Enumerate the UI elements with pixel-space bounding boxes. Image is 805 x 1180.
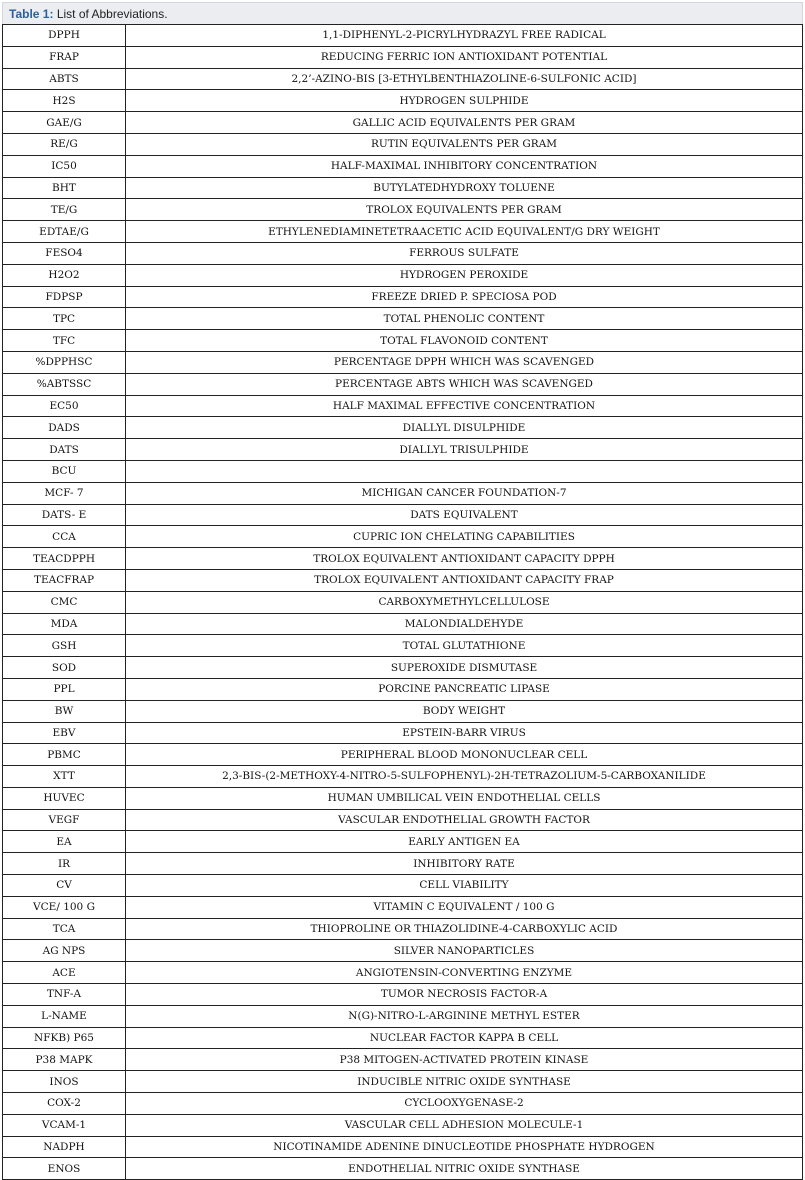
definition-cell: TOTAL PHENOLIC CONTENT bbox=[126, 308, 803, 330]
definition-cell: PORCINE PANCREATIC LIPASE bbox=[126, 678, 803, 700]
table-row bbox=[3, 308, 803, 330]
abbreviation-cell: XTT bbox=[3, 766, 126, 788]
table-row bbox=[3, 613, 803, 635]
abbreviation-cell: BCU bbox=[3, 460, 126, 482]
table-row bbox=[3, 1005, 803, 1027]
abbreviation-cell: P38 MAPK bbox=[3, 1049, 126, 1071]
table-row bbox=[3, 373, 803, 395]
table-row bbox=[3, 395, 803, 417]
definition-cell: ENDOTHELIAL NITRIC OXIDE SYNTHASE bbox=[126, 1158, 803, 1180]
table-row bbox=[3, 1071, 803, 1093]
abbreviation-cell: VEGF bbox=[3, 809, 126, 831]
table-row bbox=[3, 744, 803, 766]
table-row bbox=[3, 918, 803, 940]
abbreviation-cell: IC50 bbox=[3, 155, 126, 177]
abbreviation-cell: NADPH bbox=[3, 1136, 126, 1158]
abbreviation-cell: H2O2 bbox=[3, 264, 126, 286]
table-row bbox=[3, 439, 803, 461]
table-row bbox=[3, 242, 803, 264]
definition-cell: CYCLOOXYGENASE-2 bbox=[126, 1093, 803, 1115]
definition-cell: DIALLYL TRISULPHIDE bbox=[126, 439, 803, 461]
definition-cell: TROLOX EQUIVALENTS PER GRAM bbox=[126, 199, 803, 221]
table-caption-label: Table 1: bbox=[9, 7, 54, 21]
abbreviation-cell: EA bbox=[3, 831, 126, 853]
table-row bbox=[3, 112, 803, 134]
definition-cell: SUPEROXIDE DISMUTASE bbox=[126, 657, 803, 679]
table-row bbox=[3, 875, 803, 897]
definition-cell: TROLOX EQUIVALENT ANTIOXIDANT CAPACITY DPPH bbox=[126, 548, 803, 570]
definition-cell: CARBOXYMETHYLCELLULOSE bbox=[126, 591, 803, 613]
definition-cell: ANGIOTENSIN-CONVERTING ENZYME bbox=[126, 962, 803, 984]
abbreviation-cell: INOS bbox=[3, 1071, 126, 1093]
definition-cell: EPSTEIN-BARR VIRUS bbox=[126, 722, 803, 744]
abbreviations-table-body bbox=[3, 25, 803, 1180]
definition-cell: PERCENTAGE DPPH WHICH WAS SCAVENGED bbox=[126, 351, 803, 373]
definition-cell: FERROUS SULFATE bbox=[126, 242, 803, 264]
abbreviation-cell: VCAM-1 bbox=[3, 1114, 126, 1136]
definition-cell: TOTAL GLUTATHIONE bbox=[126, 635, 803, 657]
table-row bbox=[3, 526, 803, 548]
abbreviation-cell: RE/G bbox=[3, 133, 126, 155]
definition-cell: TROLOX EQUIVALENT ANTIOXIDANT CAPACITY FRAP bbox=[126, 569, 803, 591]
table-row bbox=[3, 460, 803, 482]
table-row bbox=[3, 1158, 803, 1180]
definition-cell: RUTIN EQUIVALENTS PER GRAM bbox=[126, 133, 803, 155]
table-row bbox=[3, 264, 803, 286]
abbreviation-cell: EBV bbox=[3, 722, 126, 744]
definition-cell: TUMOR NECROSIS FACTOR-A bbox=[126, 984, 803, 1006]
definition-cell: DIALLYL DISULPHIDE bbox=[126, 417, 803, 439]
abbreviation-cell: PPL bbox=[3, 678, 126, 700]
abbreviation-cell: ENOS bbox=[3, 1158, 126, 1180]
abbreviation-cell: TPC bbox=[3, 308, 126, 330]
definition-cell: PERCENTAGE ABTS WHICH WAS SCAVENGED bbox=[126, 373, 803, 395]
definition-cell: BUTYLATEDHYDROXY TOLUENE bbox=[126, 177, 803, 199]
table-row bbox=[3, 46, 803, 68]
abbreviation-cell: NFKB) P65 bbox=[3, 1027, 126, 1049]
table-row bbox=[3, 286, 803, 308]
abbreviation-cell: FDPSP bbox=[3, 286, 126, 308]
abbreviation-cell: HUVEC bbox=[3, 787, 126, 809]
table-row bbox=[3, 199, 803, 221]
table-row bbox=[3, 68, 803, 90]
definition-cell: NICOTINAMIDE ADENINE DINUCLEOTIDE PHOSPHATE HYDROGEN bbox=[126, 1136, 803, 1158]
abbreviation-cell: PBMC bbox=[3, 744, 126, 766]
definition-cell: FREEZE DRIED P. SPECIOSA POD bbox=[126, 286, 803, 308]
definition-cell: VASCULAR ENDOTHELIAL GROWTH FACTOR bbox=[126, 809, 803, 831]
abbreviation-cell: EDTAE/G bbox=[3, 221, 126, 243]
abbreviation-cell: AG NPS bbox=[3, 940, 126, 962]
definition-cell: VITAMIN C EQUIVALENT / 100 G bbox=[126, 896, 803, 918]
table-row bbox=[3, 896, 803, 918]
abbreviations-table bbox=[2, 24, 803, 1180]
abbreviation-cell: FRAP bbox=[3, 46, 126, 68]
table-row bbox=[3, 548, 803, 570]
table-row bbox=[3, 1049, 803, 1071]
abbreviation-cell: DATS bbox=[3, 439, 126, 461]
definition-cell: INHIBITORY RATE bbox=[126, 853, 803, 875]
abbreviation-cell: SOD bbox=[3, 657, 126, 679]
abbreviation-cell: TCA bbox=[3, 918, 126, 940]
abbreviation-cell: H2S bbox=[3, 90, 126, 112]
definition-cell: N(G)-NITRO-L-ARGININE METHYL ESTER bbox=[126, 1005, 803, 1027]
table-row bbox=[3, 984, 803, 1006]
definition-cell: HALF MAXIMAL EFFECTIVE CONCENTRATION bbox=[126, 395, 803, 417]
definition-cell: MICHIGAN CANCER FOUNDATION-7 bbox=[126, 482, 803, 504]
abbreviation-cell: L-NAME bbox=[3, 1005, 126, 1027]
table-row bbox=[3, 351, 803, 373]
definition-cell: 2,3-BIS-(2-METHOXY-4-NITRO-5-SULFOPHENYL)-2H-TETRAZOLIUM-5-CARBOXANILIDE bbox=[126, 766, 803, 788]
abbreviation-cell: CMC bbox=[3, 591, 126, 613]
abbreviation-cell: TEACFRAP bbox=[3, 569, 126, 591]
definition-cell: 1,1-DIPHENYL-2-PICRYLHYDRAZYL FREE RADICAL bbox=[126, 25, 803, 47]
table-row bbox=[3, 133, 803, 155]
table-row bbox=[3, 657, 803, 679]
table-row bbox=[3, 90, 803, 112]
definition-cell: P38 MITOGEN-ACTIVATED PROTEIN KINASE bbox=[126, 1049, 803, 1071]
table-row bbox=[3, 177, 803, 199]
definition-cell: VASCULAR CELL ADHESION MOLECULE-1 bbox=[126, 1114, 803, 1136]
definition-cell: THIOPROLINE OR THIAZOLIDINE-4-CARBOXYLIC ACID bbox=[126, 918, 803, 940]
definition-cell bbox=[126, 460, 803, 482]
table-row bbox=[3, 853, 803, 875]
abbreviation-cell: BW bbox=[3, 700, 126, 722]
definition-cell: TOTAL FLAVONOID CONTENT bbox=[126, 330, 803, 352]
abbreviation-cell: ABTS bbox=[3, 68, 126, 90]
table-row bbox=[3, 962, 803, 984]
abbreviation-cell: GSH bbox=[3, 635, 126, 657]
table-row bbox=[3, 787, 803, 809]
definition-cell: BODY WEIGHT bbox=[126, 700, 803, 722]
table-row bbox=[3, 940, 803, 962]
table-row bbox=[3, 809, 803, 831]
table-row bbox=[3, 482, 803, 504]
abbreviation-cell: DATS- E bbox=[3, 504, 126, 526]
definition-cell: HUMAN UMBILICAL VEIN ENDOTHELIAL CELLS bbox=[126, 787, 803, 809]
table-row bbox=[3, 766, 803, 788]
abbreviation-cell: TFC bbox=[3, 330, 126, 352]
abbreviation-cell: %ABTSSC bbox=[3, 373, 126, 395]
definition-cell: GALLIC ACID EQUIVALENTS PER GRAM bbox=[126, 112, 803, 134]
table-row bbox=[3, 417, 803, 439]
table-row bbox=[3, 1027, 803, 1049]
definition-cell: REDUCING FERRIC ION ANTIOXIDANT POTENTIAL bbox=[126, 46, 803, 68]
definition-cell: HALF-MAXIMAL INHIBITORY CONCENTRATION bbox=[126, 155, 803, 177]
table-row bbox=[3, 722, 803, 744]
abbreviation-cell: CV bbox=[3, 875, 126, 897]
definition-cell: CUPRIC ION CHELATING CAPABILITIES bbox=[126, 526, 803, 548]
definition-cell: INDUCIBLE NITRIC OXIDE SYNTHASE bbox=[126, 1071, 803, 1093]
definition-cell: NUCLEAR FACTOR KAPPA B CELL bbox=[126, 1027, 803, 1049]
abbreviation-cell: BHT bbox=[3, 177, 126, 199]
abbreviation-cell: FESO4 bbox=[3, 242, 126, 264]
definition-cell: SILVER NANOPARTICLES bbox=[126, 940, 803, 962]
table-caption-text: List of Abbreviations. bbox=[56, 7, 168, 21]
table-row bbox=[3, 25, 803, 47]
table-row bbox=[3, 504, 803, 526]
definition-cell: HYDROGEN SULPHIDE bbox=[126, 90, 803, 112]
definition-cell: EARLY ANTIGEN EA bbox=[126, 831, 803, 853]
abbreviation-cell: TE/G bbox=[3, 199, 126, 221]
abbreviation-cell: GAE/G bbox=[3, 112, 126, 134]
definition-cell: ETHYLENEDIAMINETETRAACETIC ACID EQUIVALENT/G DRY WEIGHT bbox=[126, 221, 803, 243]
abbreviation-cell: EC50 bbox=[3, 395, 126, 417]
table-row bbox=[3, 591, 803, 613]
abbreviation-cell: MDA bbox=[3, 613, 126, 635]
abbreviation-cell: DADS bbox=[3, 417, 126, 439]
table-row bbox=[3, 635, 803, 657]
table-row bbox=[3, 1114, 803, 1136]
definition-cell: MALONDIALDEHYDE bbox=[126, 613, 803, 635]
table-caption bbox=[2, 2, 803, 24]
abbreviation-cell: %DPPHSC bbox=[3, 351, 126, 373]
abbreviation-cell: IR bbox=[3, 853, 126, 875]
table-row bbox=[3, 1093, 803, 1115]
table-row bbox=[3, 678, 803, 700]
abbreviation-cell: VCE/ 100 G bbox=[3, 896, 126, 918]
abbreviation-cell: COX-2 bbox=[3, 1093, 126, 1115]
definition-cell: DATS EQUIVALENT bbox=[126, 504, 803, 526]
definition-cell: 2,2’-AZINO-BIS [3-ETHYLBENTHIAZOLINE-6-SULFONIC ACID] bbox=[126, 68, 803, 90]
abbreviation-cell: CCA bbox=[3, 526, 126, 548]
table-row bbox=[3, 155, 803, 177]
table-row bbox=[3, 330, 803, 352]
abbreviation-cell: TEACDPPH bbox=[3, 548, 126, 570]
table-row bbox=[3, 831, 803, 853]
abbreviation-cell: ACE bbox=[3, 962, 126, 984]
abbreviation-cell: TNF-A bbox=[3, 984, 126, 1006]
table-row bbox=[3, 1136, 803, 1158]
abbreviation-cell: DPPH bbox=[3, 25, 126, 47]
definition-cell: CELL VIABILITY bbox=[126, 875, 803, 897]
table-row bbox=[3, 221, 803, 243]
table-row bbox=[3, 700, 803, 722]
definition-cell: PERIPHERAL BLOOD MONONUCLEAR CELL bbox=[126, 744, 803, 766]
definition-cell: HYDROGEN PEROXIDE bbox=[126, 264, 803, 286]
table-row bbox=[3, 569, 803, 591]
abbreviation-cell: MCF- 7 bbox=[3, 482, 126, 504]
